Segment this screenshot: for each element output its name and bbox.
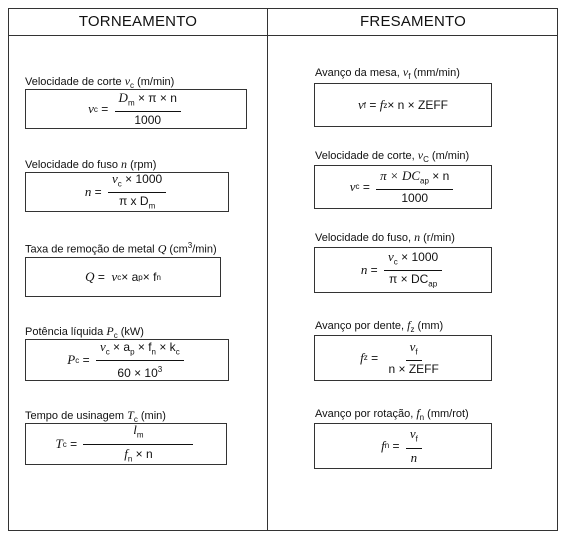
formula-feed-per-revolution: f n = $\frac{v_f}{n}$ <box>314 423 492 469</box>
label-machining-time: Tempo de usinagem $T_c$ (min) <box>25 408 166 425</box>
header-turning: TORNEAMENTO <box>78 13 198 30</box>
label-spindle-speed-milling: Velocidade do fuso, n (r/min) <box>315 230 455 244</box>
label-table-feed: Avanço da mesa, $v_f$ (mm/min) <box>315 65 460 82</box>
label-cutting-speed-milling: Velocidade de corte, $v_C$ (m/min) <box>315 148 470 165</box>
formula-spindle-speed-milling: n = $\frac{v_c \times 1000}{\pi \times DC_{ap}}$ <box>314 247 492 293</box>
label-metal-removal-rate: Taxa de remoção de metal Q $(cm^3/\min)$ <box>25 241 217 256</box>
formula-table-feed: v f = f z × n × ZEFF <box>314 83 492 127</box>
label-feed-per-revolution: Avanço por rotação, $f_n$ (mm/rot) <box>315 406 469 423</box>
label-net-power: Potência líquida $P_c$ (kW) <box>25 324 144 341</box>
label-feed-per-tooth: Avanço por dente, $f_z$ (mm) <box>315 318 444 335</box>
formula-cutting-speed-turning: v c = $\frac{D_m \times \pi \times n}{1000}$ <box>25 89 247 129</box>
label-cutting-speed-turning: Velocidade de corte $v_c$ (m/min) <box>25 74 175 91</box>
formula-table <box>8 8 558 531</box>
header-divider <box>9 35 557 36</box>
formula-net-power: P c = $\frac{v_c \times a_p \times f_n \times k_c}{60 \times 10^3}$ <box>25 339 229 381</box>
formula-spindle-speed-turning: n = $\frac{v_c \times 1000}{\pi x D_m}$ <box>25 172 229 212</box>
formula-feed-per-tooth: f z = $\frac{v_f}{\text{n × ZEFF}}$ <box>314 335 492 381</box>
formula-machining-time: T c = $\frac{l_m}{f_n \times n}$ <box>25 423 227 465</box>
formula-metal-removal-rate: Q = v c × a p × f n <box>25 257 221 297</box>
header-milling: FRESAMENTO <box>360 13 466 30</box>
column-divider <box>267 9 268 530</box>
label-spindle-speed-turning: Velocidade do fuso n (rpm) <box>25 157 157 171</box>
formula-cutting-speed-milling: v c = $\frac{\pi \times DC_{ap} \times n}{1000}$ <box>314 165 492 209</box>
